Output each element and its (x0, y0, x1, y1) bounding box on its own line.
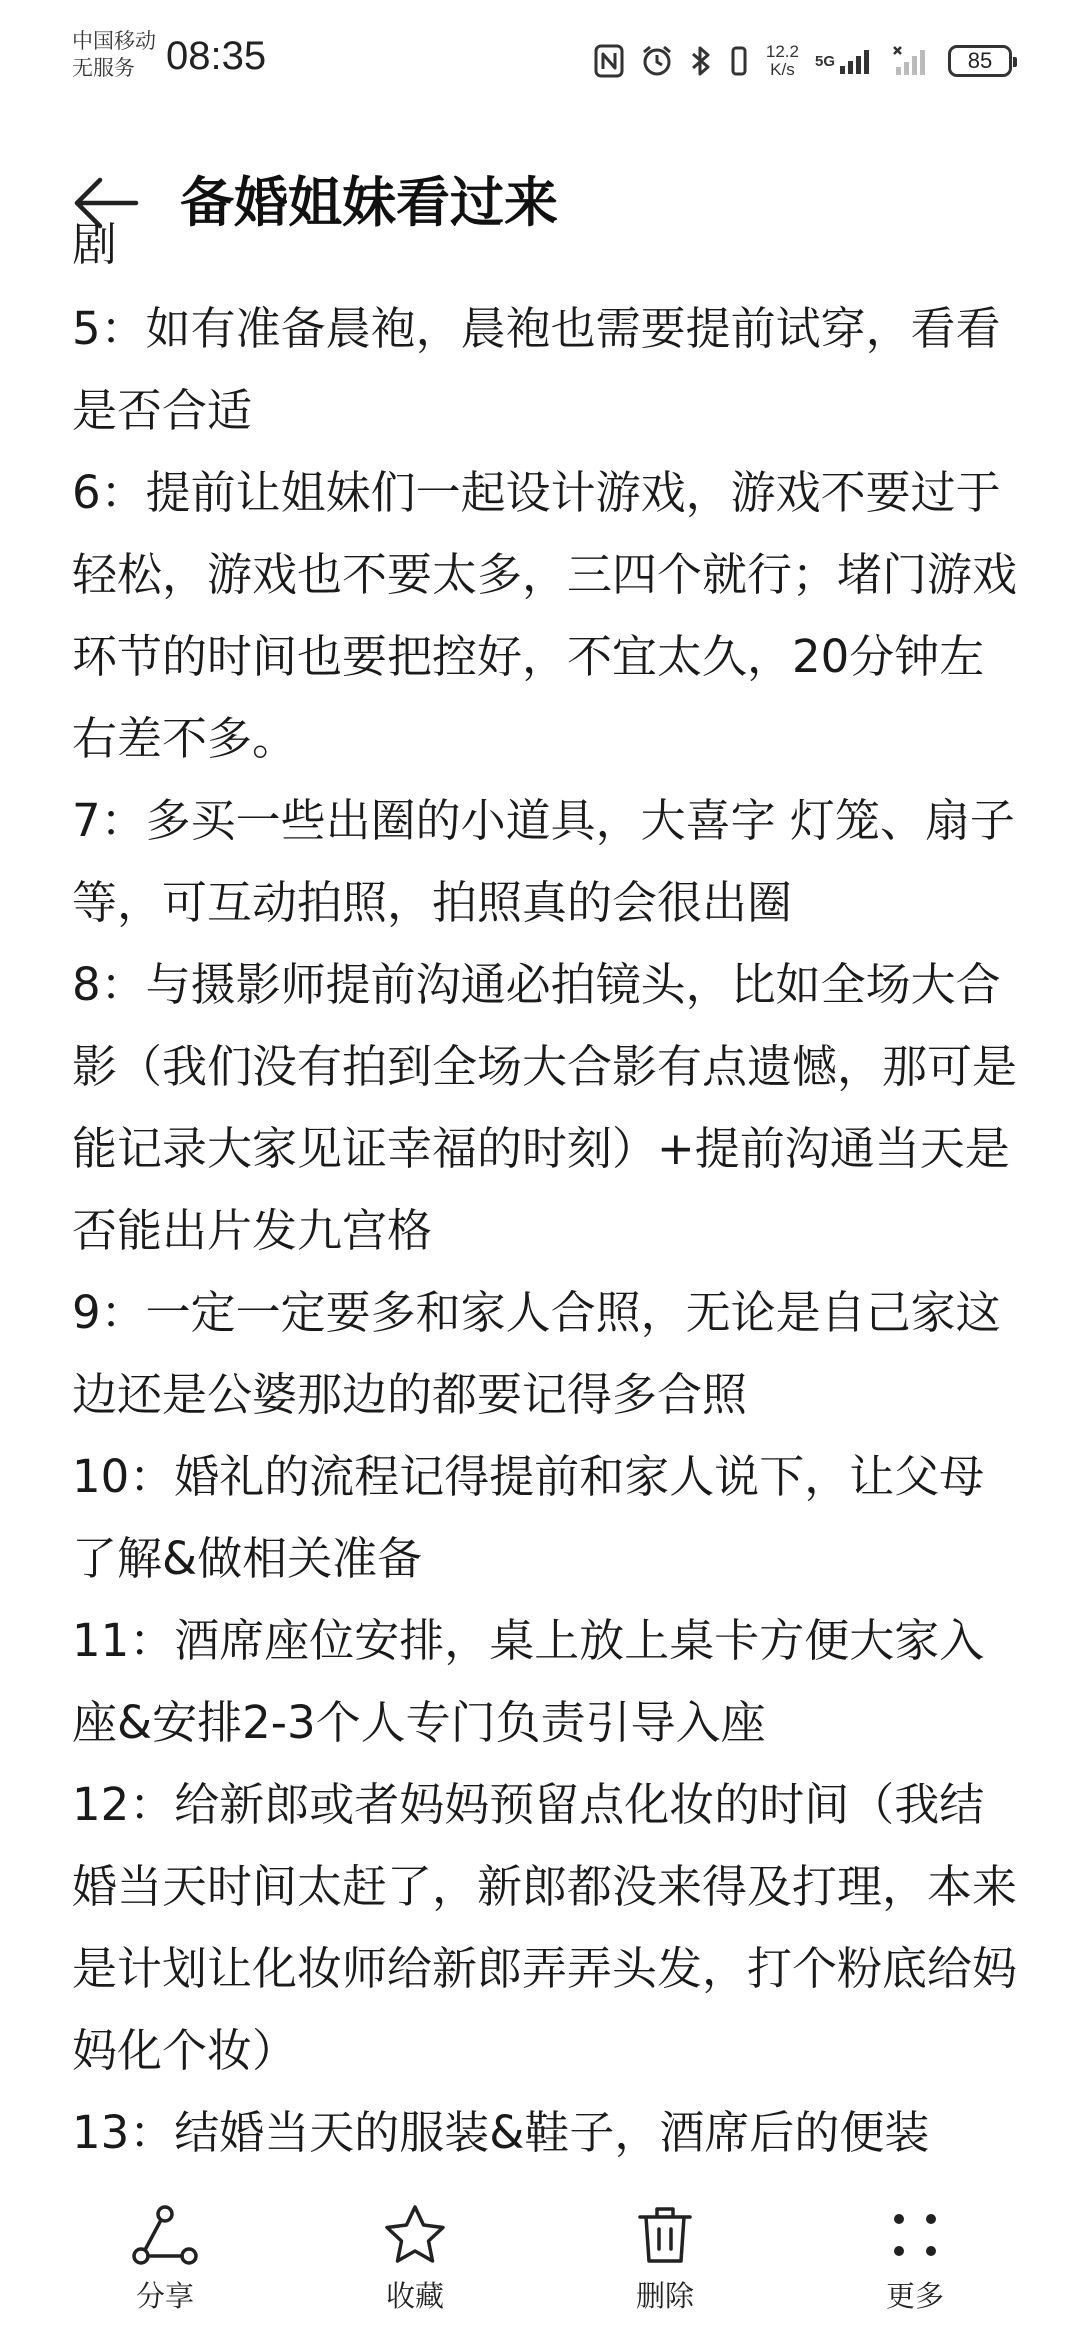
network-speed-value: 12.2 (765, 42, 799, 61)
carrier-service-status: 无服务 (72, 56, 135, 80)
page-title: 备婚姐妹看过来 (180, 171, 558, 234)
status-time: 08:35 (166, 34, 267, 78)
network-speed (766, 43, 799, 79)
note-paragraph-11: 11：酒席座位安排，桌上放上桌卡方便大家入座&安排2-3个人专门负责引导入座 (72, 1614, 985, 1749)
cutoff-text: 剧 (72, 218, 118, 271)
network-type: 5G (814, 52, 835, 70)
cutoff-text-line (72, 218, 1022, 288)
signal-5g-icon (815, 46, 876, 76)
more-label: 更多 (885, 2279, 944, 2313)
note-paragraph-13: 13：结婚当天的服装&鞋子，酒席后的便装 (72, 2106, 930, 2159)
bottom-action-bar (0, 2200, 1080, 2340)
more-button[interactable] (815, 2200, 1015, 2314)
share-button[interactable] (65, 2200, 265, 2314)
note-paragraph-7: 7：多买一些出圈的小道具，大喜字 灯笼、扇子等，可互动拍照，拍照真的会很出圈 (72, 794, 1015, 929)
share-label: 分享 (135, 2279, 194, 2313)
header (0, 150, 1080, 260)
more-dots-icon (880, 2200, 950, 2270)
status-icons (594, 36, 1012, 86)
favorite-button[interactable] (315, 2200, 515, 2314)
note-content[interactable] (72, 218, 1022, 2159)
status-bar (0, 0, 1080, 120)
vibrate-icon (728, 44, 750, 78)
note-paragraph-5: 5：如有准备晨袍，晨袍也需要提前试穿，看看是否合适 (72, 302, 1001, 437)
battery-level: 85 (948, 45, 1012, 77)
note-paragraph-12: 12：给新郎或者妈妈预留点化妆的时间（我结婚当天时间太赶了，新郎都没来得及打理，本来是计划让化妆师给新郎弄弄头发，打个粉底给妈妈化个妆） (72, 1778, 1018, 2077)
delete-button[interactable] (565, 2200, 765, 2314)
battery-indicator (948, 45, 1012, 77)
note-paragraph-10: 10：婚礼的流程记得提前和家人说下，让父母了解&做相关准备 (72, 1450, 985, 1585)
note-paragraph-6: 6：提前让姐妹们一起设计游戏，游戏不要过于轻松，游戏也不要太多，三四个就行；堵门游戏环节的时间也要把控好，不宜太久，20分钟左右差不多。 (72, 466, 1018, 765)
favorite-label: 收藏 (385, 2279, 444, 2313)
carrier-info (72, 28, 156, 82)
nfc-icon (594, 44, 624, 78)
alarm-icon (640, 44, 674, 78)
carrier-name: 中国移动 (72, 29, 156, 53)
delete-label: 删除 (635, 2279, 694, 2313)
signal-no-service-icon (892, 45, 932, 77)
star-icon (380, 2200, 450, 2270)
bluetooth-icon (690, 44, 712, 78)
share-icon (130, 2200, 200, 2270)
network-speed-unit: K/s (770, 60, 795, 79)
note-paragraph-9: 9：一定一定要多和家人合照，无论是自己家这边还是公婆那边的都要记得多合照 (72, 1286, 1001, 1421)
trash-icon (630, 2200, 700, 2270)
note-paragraph-8: 8：与摄影师提前沟通必拍镜头，比如全场大合影（我们没有拍到全场大合影有点遗憾，那可是能记录大家见证幸福的时刻）+提前沟通当天是否能出片发九宫格 (72, 958, 1018, 1257)
